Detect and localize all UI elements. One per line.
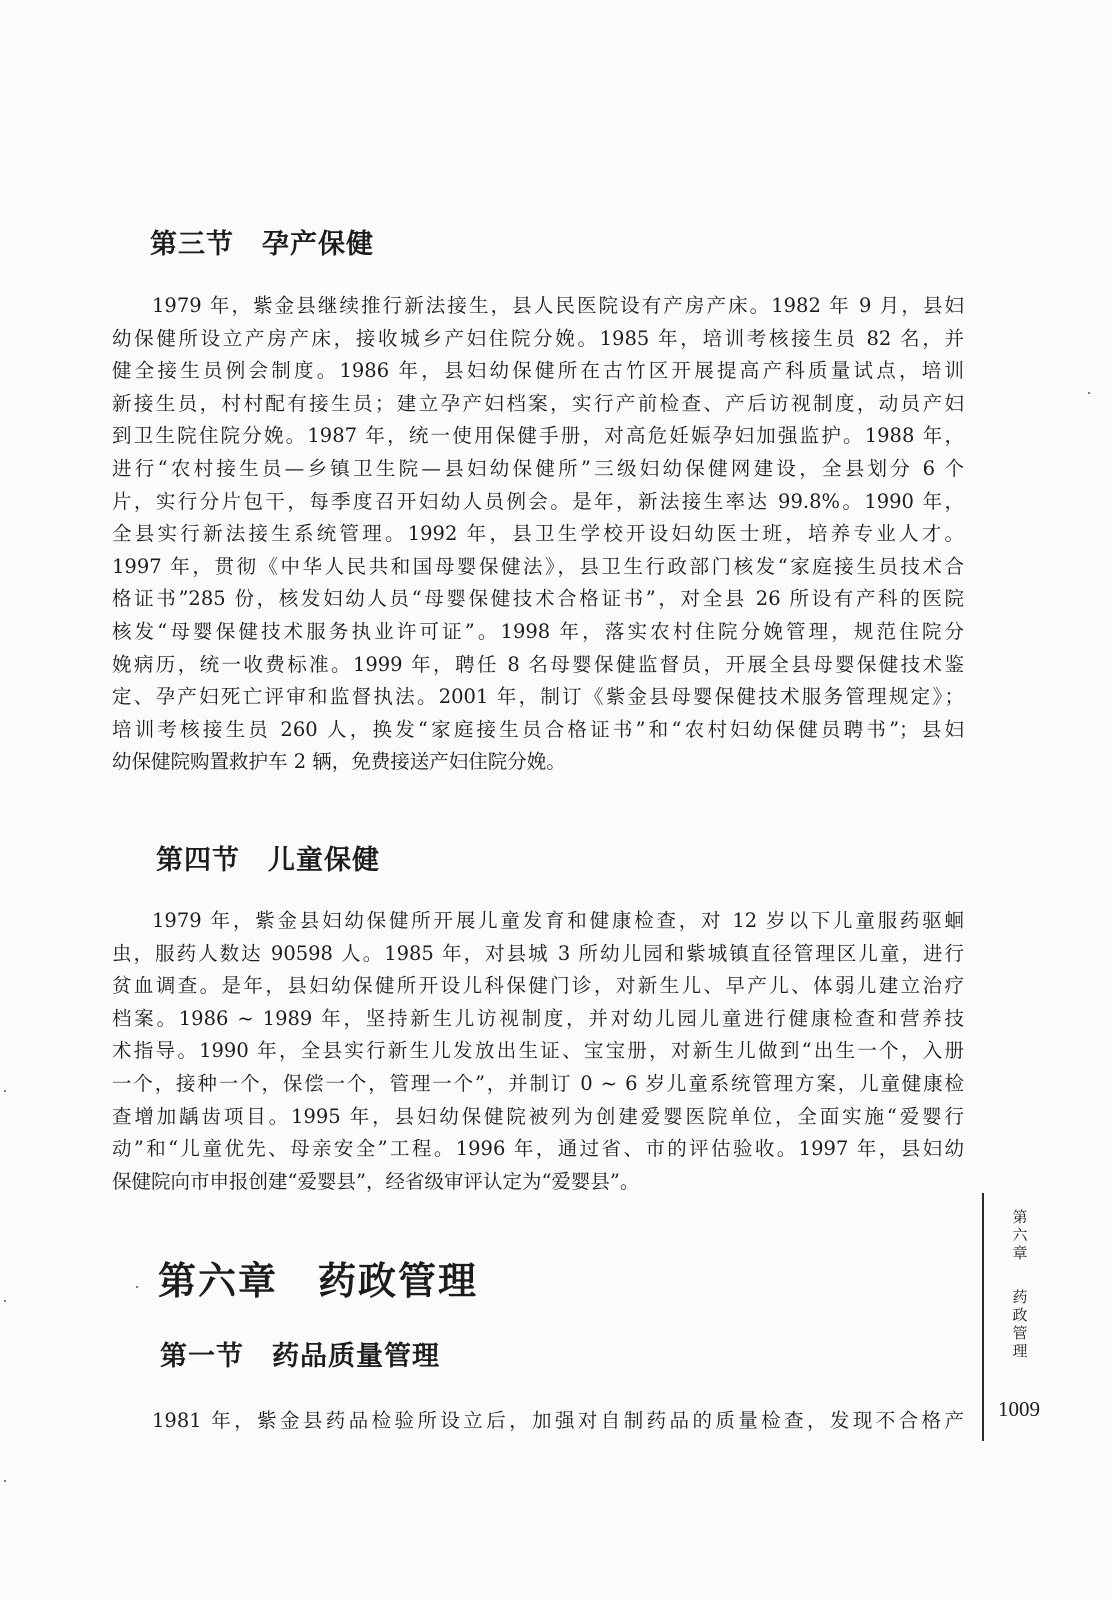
text-line: 保健院向市申报创建“爱婴县”，经省级审评认定为“爱婴县”。 [112, 1169, 640, 1193]
section-heading-child-care: 第四节 儿童保健 [156, 845, 380, 876]
text-line: 培训考核接生员 260 人，换发“家庭接生员合格证书”和“农村妇幼保健员聘书”；县妇 [112, 717, 964, 741]
running-head-char: 六 [1012, 1226, 1028, 1244]
text-line: 幼保健所设立产房产床，接收城乡产妇住院分娩。1985 年，培训考核接生员 82 名，并 [112, 326, 964, 350]
text-line: 虫，服药人数达 90598 人。1985 年，对县城 3 所幼儿园和紫城镇直径管理区儿童，进行 [112, 941, 964, 965]
chapter-heading-pharmaceutical-administration: 第六章 药政管理 [158, 1258, 479, 1303]
section-heading-maternal-care: 第三节 孕产保健 [150, 229, 374, 260]
text-line: 核发“母婴保健技术服务执业许可证”。1998 年，落实农村住院分娩管理，规范住院分 [112, 619, 964, 643]
page-number: 1009 [998, 1397, 1040, 1421]
text-line: 一个，接种一个，保偿一个，管理一个”，并制订 0 ~ 6 岁儿童系统管理方案，儿童健康检 [112, 1071, 964, 1095]
text-line: 1981 年，紫金县药品检验所设立后，加强对自制药品的质量检查，发现不合格产 [152, 1409, 964, 1432]
text-line: 到卫生院住院分娩。1987 年，统一使用保健手册，对高危妊娠孕妇加强监护。1988 年， [112, 424, 964, 448]
running-head-char: 管 [1012, 1324, 1028, 1342]
text-line: 1997 年，贯彻《中华人民共和国母婴保健法》，县卫生行政部门核发“家庭接生员技术合 [112, 554, 964, 578]
text-line: 幼保健院购置救护车 2 辆，免费接送产妇住院分娩。 [112, 750, 566, 774]
text-line: 格证书”285 份，核发妇幼人员“母婴保健技术合格证书”，对全县 26 所设有产科的医院 [112, 587, 964, 611]
running-head-title [1008, 1288, 1032, 1360]
scan-speck [136, 1286, 138, 1288]
running-head-char: 政 [1012, 1306, 1028, 1324]
text-line: 新接生员，村村配有接生员；建立孕产妇档案，实行产前检查、产后访视制度，动员产妇 [112, 391, 964, 415]
text-line: 1979 年，紫金县继续推行新法接生，县人民医院设有产房产床。1982 年 9 月，县妇 [152, 294, 964, 317]
scan-speck [1088, 392, 1090, 394]
scan-speck [4, 1480, 6, 1482]
running-head-char: 药 [1012, 1288, 1028, 1306]
text-line: 片，实行分片包干，每季度召开妇幼人员例会。是年，新法接生率达 99.8%。1990 年， [112, 489, 964, 513]
text-line: 娩病历，统一收费标准。1999 年，聘任 8 名母婴保健监督员，开展全县母婴保健技术鉴 [112, 652, 964, 676]
text-line: 全县实行新法接生系统管理。1992 年，县卫生学校开设妇幼医士班，培养专业人才。 [112, 522, 964, 546]
running-head-char: 第 [1012, 1208, 1028, 1226]
text-line: 进行“农村接生员—乡镇卫生院—县妇幼保健所”三级妇幼保健网建设，全县划分 6 个 [112, 456, 964, 480]
text-line: 贫血调查。是年，县妇幼保健所开设儿科保健门诊，对新生儿、早产儿、体弱儿建立治疗 [112, 974, 964, 998]
scan-speck [4, 1300, 6, 1302]
running-head-chapter [1008, 1208, 1032, 1262]
running-head-char: 章 [1012, 1244, 1028, 1262]
text-line: 动”和“儿童优先、母亲安全”工程。1996 年，通过省、市的评估验收。1997 年，县妇幼 [112, 1137, 964, 1161]
paragraph-drug-quality [112, 1405, 964, 1438]
text-line: 术指导。1990 年，全县实行新生儿发放出生证、宝宝册，对新生儿做到“出生一个，入册 [112, 1039, 964, 1063]
text-line: 定、孕产妇死亡评审和监督执法。2001 年，制订《紫金县母婴保健技术服务管理规定》； [112, 685, 964, 709]
margin-rule [982, 1193, 984, 1441]
section-heading-drug-quality: 第一节 药品质量管理 [160, 1341, 440, 1372]
scan-speck [4, 1090, 6, 1092]
running-head-char: 理 [1012, 1342, 1028, 1360]
paragraph-maternal-care [112, 290, 964, 779]
paragraph-child-care [112, 905, 964, 1198]
text-line: 1979 年，紫金县妇幼保健所开展儿童发育和健康检查，对 12 岁以下儿童服药驱蛔 [152, 909, 964, 932]
text-line: 查增加龋齿项目。1995 年，县妇幼保健院被列为创建爱婴医院单位，全面实施“爱婴行 [112, 1104, 964, 1128]
text-line: 档案。1986 ~ 1989 年，坚持新生儿访视制度，并对幼儿园儿童进行健康检查和营养技 [112, 1006, 964, 1030]
text-line: 健全接生员例会制度。1986 年，县妇幼保健所在古竹区开展提高产科质量试点，培训 [112, 359, 964, 383]
